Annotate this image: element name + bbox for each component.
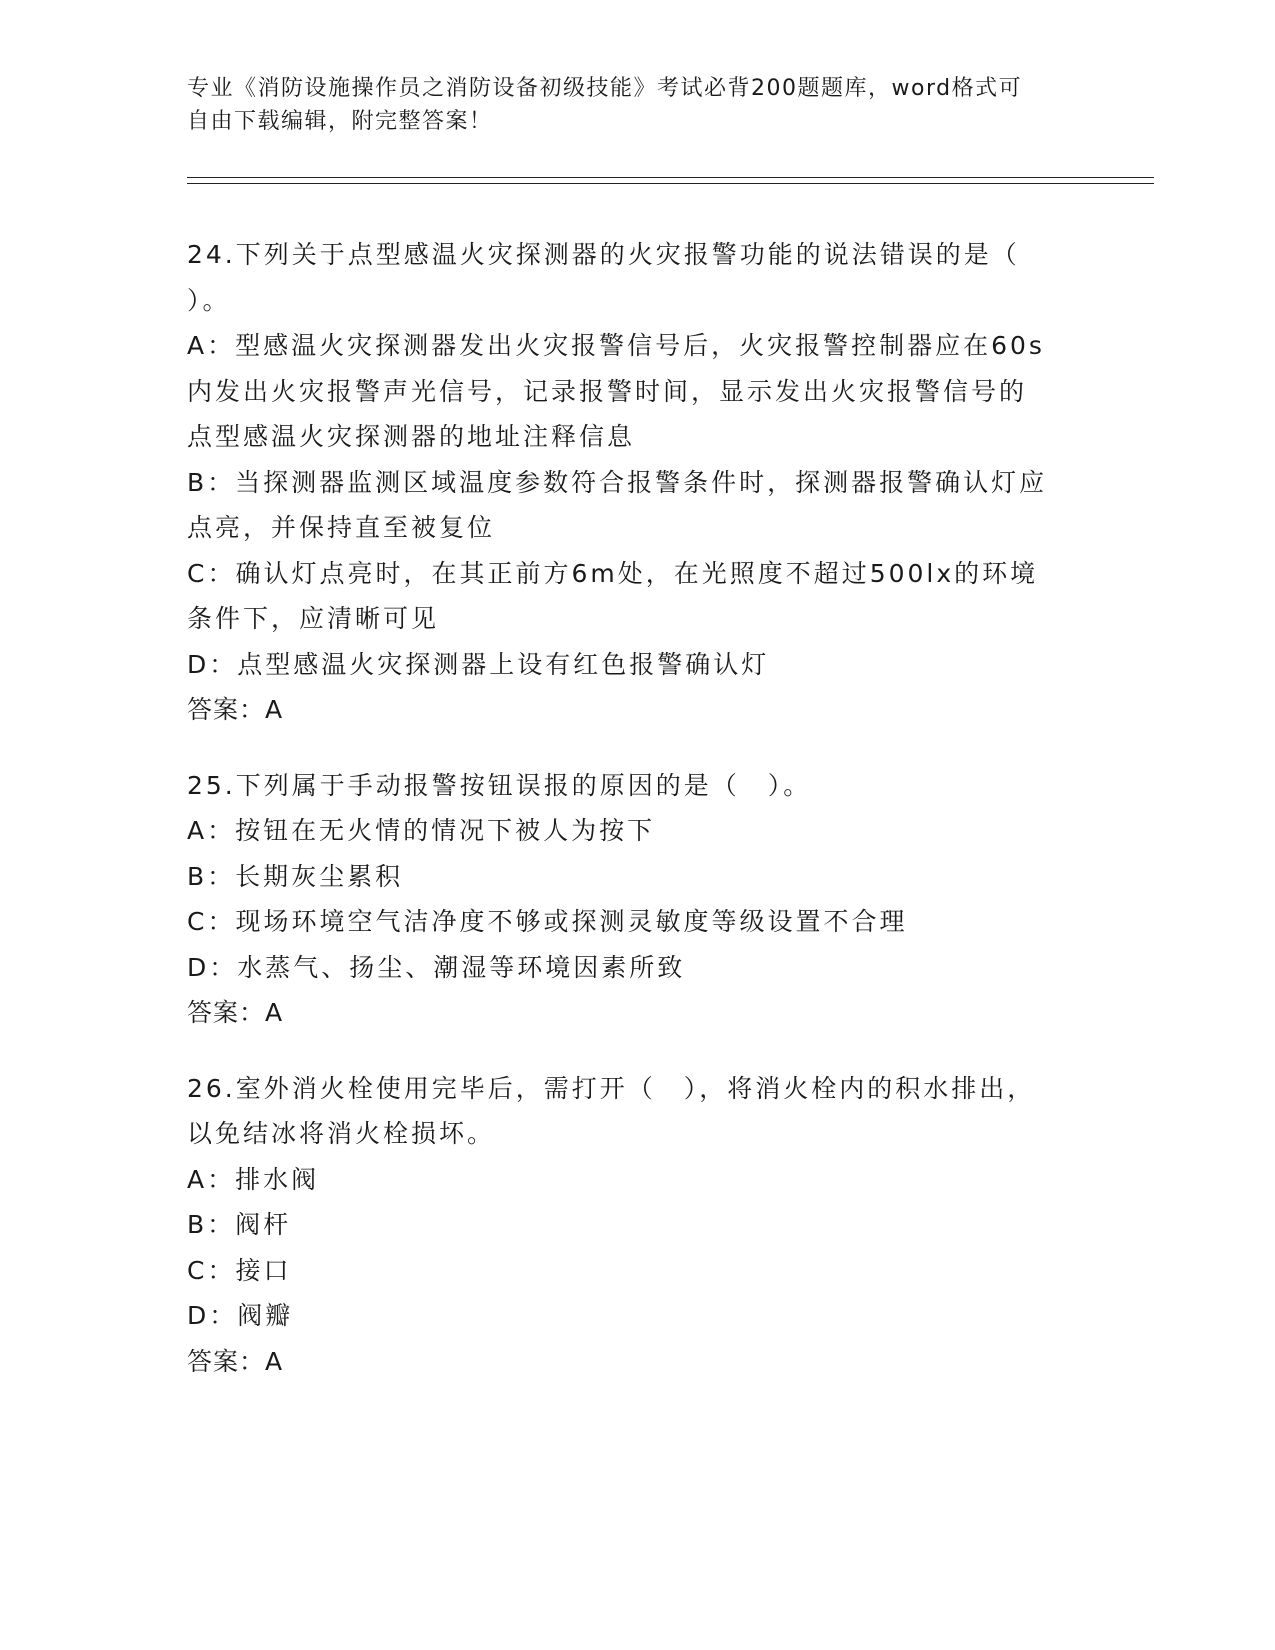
document-header (187, 72, 1067, 138)
question-26 (187, 1066, 1087, 1385)
stem-line: 以免结冰将消火栓损坏。 (187, 1119, 496, 1148)
option-line: A：型感温火灾探测器发出火灾报警信号后，火灾报警控制器应在60s (187, 331, 1045, 360)
stem-line: ）。 (187, 285, 231, 315)
option-d (187, 1293, 1087, 1339)
stem-line: 25.下列属于手动报警按钮误报的原因的是（ ）。 (187, 770, 812, 800)
header-divider-top (187, 177, 1154, 178)
question-stem (187, 1066, 1087, 1157)
option-b (187, 460, 1087, 551)
question-stem (187, 232, 1087, 323)
stem-line: 24.下列关于点型感温火灾探测器的火灾报警功能的说法错误的是（ (187, 240, 1020, 269)
option-line: C：现场环境空气洁净度不够或探测灵敏度等级设置不合理 (187, 907, 908, 936)
header-divider-bottom (187, 183, 1154, 184)
option-a (187, 323, 1087, 460)
answer-line: 答案：A (187, 695, 284, 724)
option-a (187, 1157, 1087, 1203)
option-line: D：水蒸气、扬尘、潮湿等环境因素所致 (187, 952, 686, 982)
option-line: 内发出火灾报警声光信号，记录报警时间，显示发出火灾报警信号的 (187, 376, 1028, 406)
option-line: D：点型感温火灾探测器上设有红色报警确认灯 (187, 649, 770, 679)
answer-line: 答案：A (187, 998, 284, 1027)
option-c (187, 899, 1087, 945)
option-line: B：长期灰尘累积 (187, 861, 404, 891)
option-d (187, 642, 1087, 688)
header-line: 专业《消防设施操作员之消防设备初级技能》考试必背200题题库，word格式可 (187, 76, 1023, 101)
option-b (187, 1202, 1087, 1248)
option-c (187, 551, 1087, 642)
question-25 (187, 763, 1087, 1036)
option-d (187, 945, 1087, 991)
option-line: C：接口 (187, 1255, 292, 1285)
option-line: 点型感温火灾探测器的地址注释信息 (187, 422, 636, 451)
header-line: 自由下载编辑，附完整答案！ (187, 109, 493, 134)
option-line: A：按钮在无火情的情况下被人为按下 (187, 816, 656, 845)
question-list (187, 232, 1087, 1414)
question-stem (187, 763, 1087, 809)
answer-line: 答案：A (187, 1346, 284, 1376)
option-line: 点亮，并保持直至被复位 (187, 513, 496, 542)
option-a (187, 808, 1087, 854)
option-line: C：确认灯点亮时，在其正前方6m处，在光照度不超过500lx的环境 (187, 558, 1039, 588)
option-line: B：当探测器监测区域温度参数符合报警条件时，探测器报警确认灯应 (187, 467, 1048, 497)
option-line: D：阀瓣 (187, 1301, 294, 1330)
option-line: 条件下，应清晰可见 (187, 604, 440, 633)
option-line: B：阀杆 (187, 1210, 292, 1239)
question-24 (187, 232, 1087, 733)
stem-line: 26.室外消火栓使用完毕后，需打开（ ），将消火栓内的积水排出， (187, 1073, 1036, 1103)
option-c (187, 1248, 1087, 1294)
option-b (187, 854, 1087, 900)
option-line: A：排水阀 (187, 1164, 320, 1194)
